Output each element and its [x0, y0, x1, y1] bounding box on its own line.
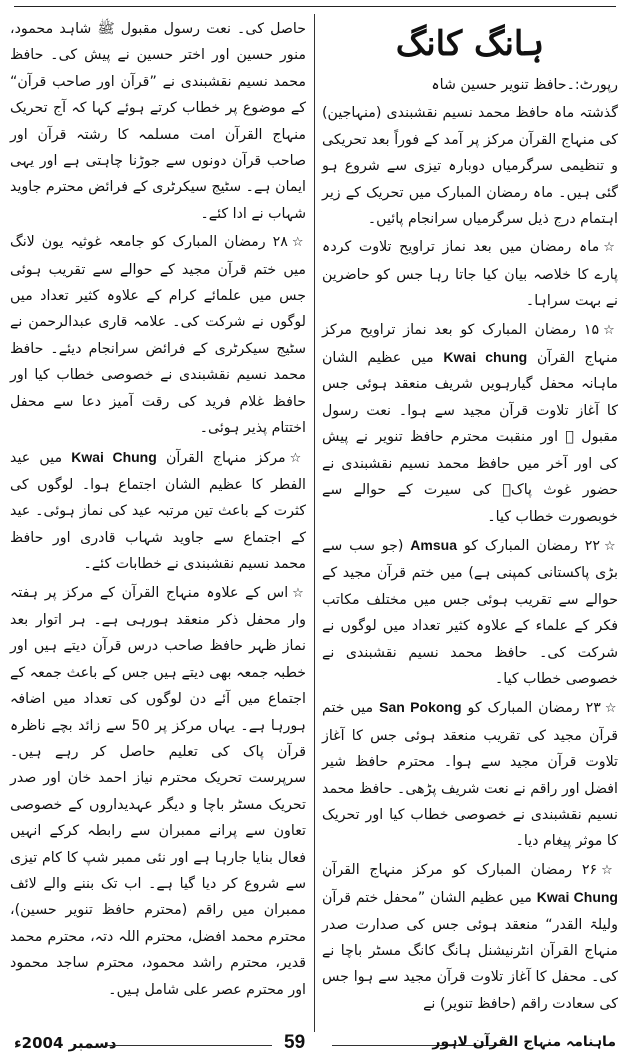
page-footer: [14, 1034, 616, 1056]
byline: رپورٹ:۔حافظ تنویر حسین شاہ: [431, 77, 618, 93]
list-item: ☆۲۸ رمضان المبارک کو جامعہ غوثیہ یون لانگ میں ختم قرآن مجید کے حوالے سے تقریب ہوئی جس میں علمائے کرام کے علاوہ کثیر تعداد میں لوگوں نے شرکت کی۔ علامہ قاری عبدالرحمن نے سٹیج سیکرٹری کے فرائض سرانجام دیئے۔ حافظ محمد نسیم نقشبندی نے خصوصی خطاب کیا اور حافظ غلام فرید کی رقت آمیز دعا سے محفل اختتام پذیر ہوئی۔: [10, 234, 306, 437]
issue-date: دسمبر 2004ء: [14, 1034, 117, 1052]
page-number: 59: [284, 1032, 306, 1053]
star-icon: ☆: [292, 585, 307, 601]
list-item: ☆۲۲ رمضان المبارک کو Amsua (جو سب سے بڑی پاکستانی کمپنی ہے) میں ختم قرآن مجید کے حوالے سے تقریب ہوئی جس میں مختلف مکاتب فکر کے علماء کے علاوہ کثیر تعداد میں لوگوں نے شرکت کی۔ حافظ محمد نسیم نقشبندی نے خصوصی خطاب کیا۔: [322, 536, 618, 687]
star-icon: ☆: [603, 240, 619, 256]
left-column: [10, 16, 306, 1005]
list-item: ☆۱۵ رمضان المبارک کو بعد نماز تراویح مرکز منہاج القرآن Kwai chung میں عظیم الشان ماہانہ محفل گیارہویں شریف منعقد ہوئی جس کا آغاز تلاوت قرآن مجید سے ہوا۔ نعت رسول مقبول ﷺ اور منقبت محترم حافظ تنویر نے پیش کی اور آخر میں حافظ محمد نسیم نقشبندی نے حضور غوث پاکؓ کی سیرت کے حوالے سے خوبصورت خطاب کیا۔: [322, 321, 618, 525]
article-title: ہانگ کانگ: [395, 24, 545, 64]
magazine-name: ماہنامہ منہاج القرآن لاہور: [432, 1034, 616, 1050]
star-icon: ☆: [289, 450, 306, 466]
top-rule: [14, 6, 616, 7]
list-item: ☆۲۳ رمضان المبارک کو San Pokong میں ختم قرآن مجید کی تقریب منعقد ہوئی جس کا آغاز تلاوت قرآن مجید سے ہوا۔ محترم حافظ شیر افضل اور راقم نے نعت شریف پڑھی۔ حافظ محمد نسیم نقشبندی نے خصوصی خطاب کیا اور تحریک کا موثر پیغام دیا۔: [322, 699, 618, 850]
star-icon: ☆: [603, 538, 618, 554]
list-item: ☆اس کے علاوہ منہاج القرآن کے مرکز پر ہفتہ وار محفل ذکر منعقد ہورہی ہے۔ ہر اتوار بعد نماز ظہر حافظ صاحب درس قرآن دیتے ہیں اور خطبہ جمعہ بھی دیتے ہیں جس کے باعث جمعہ کے اجتماع میں آئے دن لوگوں کی تعداد میں اضافہ ہورہا ہے۔ یہاں مرکز پر 50 سے زائد بچے ناظرہ قرآن پاک کی تعلیم حاصل کر رہے ہیں۔ سرپرست تحریک محترم نیاز احمد خان اور صدر تحریک مسٹر باچا و دیگر عہدیداروں کے خصوصی تعاون سے پرانے ممبران سے رابطہ کرکے انہیں فعال بنایا جارہا ہے اور نئی ممبر شپ کا کام تیزی سے شروع کر دیا گیا ہے۔ اب تک بننے والے لائف ممبران میں راقم (محترم حافظ تنویر حسین)، محترم محمد افضل، محترم اللہ دتہ، محترم محمد قدیر، محترم راشد محمود، محترم ساجد محمود اور محترم عصر علی شامل ہیں۔: [10, 584, 307, 998]
star-icon: ☆: [601, 862, 618, 878]
star-icon: ☆: [603, 322, 618, 338]
column-divider: [314, 14, 315, 1032]
list-item: ☆۲۶ رمضان المبارک کو مرکز منہاج القرآن Kwai Chung میں عظیم الشان ”محفل ختم قرآن ولیلۃ القدر“ منعقد ہوئی جس کی صدارت صدر منہاج القرآن انٹرنیشنل ہانگ کانگ مسٹر باچا نے کی۔ محفل کا آغاز تلاوت قرآن مجید سے ہوا جس کی سعادت راقم (حافظ تنویر) نے: [322, 861, 618, 1012]
star-icon: ☆: [291, 235, 306, 251]
intro-paragraph: گذشتہ ماہ حافظ محمد نسیم نقشبندی (منہاجین) کی منہاج القرآن مرکز پر آمد کے فوراً بعد تحریکی و تنظیمی سرگرمیاں دوبارہ تیزی سے شروع ہو گئی ہیں۔ ماہ رمضان المبارک میں تحریک کے زیر اہتمام درج ذیل سرگرمیاں سرانجام پائیں۔: [322, 105, 618, 228]
right-column: [322, 14, 618, 1019]
list-item: ☆ماہ رمضان میں بعد نماز تراویح تلاوت کردہ پارے کا خلاصہ بیان کیا جاتا رہا جس کو حاضرین نے بہت سراہا۔: [322, 239, 619, 310]
continued-paragraph: حاصل کی۔ نعت رسول مقبول ﷺ شاہد محمود، منور حسین اور اختر حسین نے پیش کی۔ حافظ محمد نسیم نقشبندی نے ”قرآن اور صاحب قرآن“ کے موضوع پر خطاب کرتے ہوئے کہا کہ آج تحریک منہاج القرآن امت مسلمہ کا رشتہ قرآن اور صاحب قرآن دونوں سے جوڑنا چاہتی ہے اور یہی ایمان ہے۔ سٹیج سیکرٹری کے فرائض محترم جاوید شہاب نے ادا کئے۔: [10, 21, 306, 222]
footer-rule-left: [106, 1045, 272, 1046]
star-icon: ☆: [604, 701, 618, 717]
list-item: ☆مرکز منہاج القرآن Kwai Chung میں عید الفطر کا عظیم الشان اجتماع ہوا۔ لوگوں کی کثرت کے باعث تین مرتبہ عید کی نماز ہوئی۔ عید کے اجتماع سے جاوید شہاب قادری اور حافظ محمد نسیم نقشبندی نے خطابات کئے۔: [10, 448, 306, 573]
